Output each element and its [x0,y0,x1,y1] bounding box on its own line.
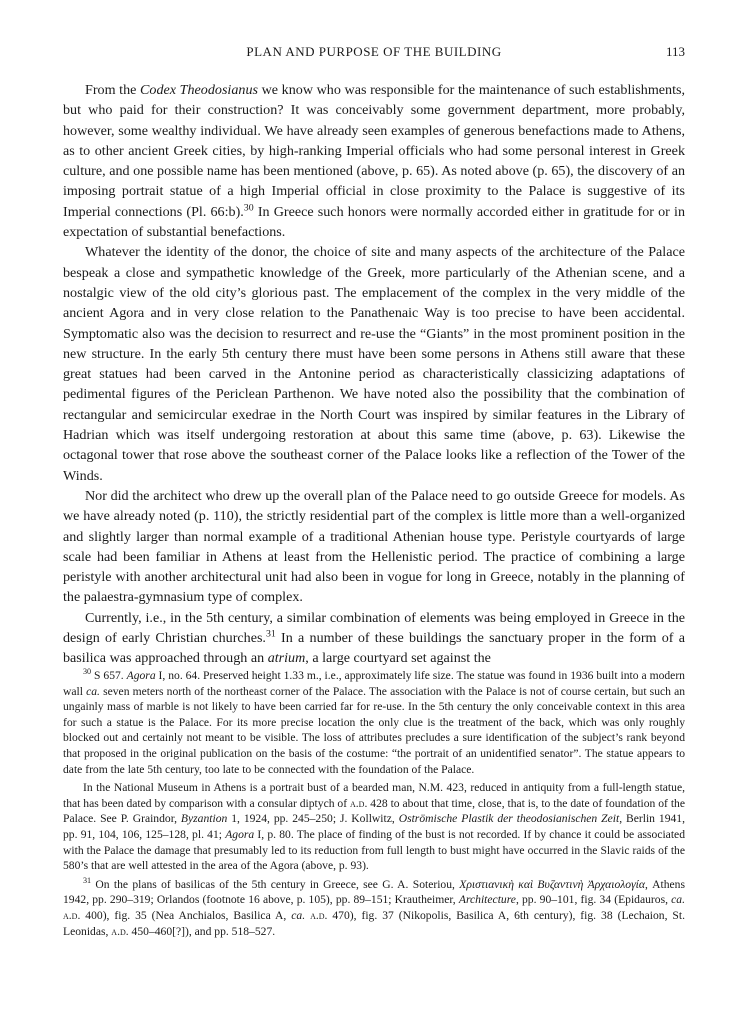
text-run: , pp. 90–101, fig. 34 (Epidauros, [515,893,672,907]
italic-title: Byzantion [180,812,228,826]
italic-title: Χριστιανικὴ καὶ Βυζαντινὴ Ἀρχαιολογία [459,877,645,891]
text-run: , a large courtyard set against the [305,650,491,667]
italic-title: Agora [225,827,255,841]
text-run: 428 to about that time, close, that is, to the date of foundation of the Palace. See P. Graindor, [63,796,685,826]
footnote-number: 30 [83,667,92,677]
italic-title: Codex Theodosianus [140,82,258,98]
page-header [63,44,685,62]
italic-title: Oströmische Plastik der theodosianischen Zeit [398,812,620,826]
text-run: seven meters north of the northeast corner of the Palace. The association with the Palace is not of course certain, but such an ungainly mass of marble is not likely to have been carried far for re-use. In the 5th century the only conceivable context in this area for such a statue is the Palace. For its more precise location the only clue is the treatment of the back, which was only roughly blocked out and certainly not meant to be visible. The loss of attributes precludes a sure identification of the subject’s rank beyond that proposed in the original publication on the basis of the costume: “the portrait of an unidentified senator”. The statue appears to date from the late 5th century, too late to be connected with the foundation of the Palace. [63,684,686,776]
text-run: S 657. [91,669,127,682]
running-title: PLAN AND PURPOSE OF THE BUILDING [246,44,502,59]
italic-title: Agora [126,669,156,682]
text-run: I, no. 64. Preserved height 1.33 m., i.e., approximately life size. The statue was found in 1936 built into a modern wall [63,669,685,698]
text-run: 1, 1924, pp. 245–250; J. Kollwitz, [227,812,399,826]
paragraph-2: Whatever the identity of the donor, the choice of site and many aspects of the architecture of the Palace bespeak a close and sympathetic knowledge of the Greek, more particularly of the Athenian scene, and a nostalgic view of the old city’s glorious past. The emplacement of the complex in the very middle of the ancient Agora and in very close relation to the Panathenaic Way is too precise to have been accidental. Symptomatic also was the decision to resurrect and re-use the “Giants” in the most prominent position in the new structure. In the early 5th century there must have been some persons in Athens still aware that these great statues had been carved in the Antonine period as characteristically classicizing adaptations of pedimental figures of the Periclean Parthenon. We have noted also the possibility that the combination of rectangular and semicircular exedrae in the North Court was inspired by similar features in the Library of Hadrian which was itself undergoing restoration at about this same time (above, p. 63). Likewise the octagonal tower that rose above the southeast corner of the Palace looks like a reflection of the Tower of the Winds. [63,244,685,484]
era-abbrev: a.d. [111,924,129,938]
text-run: In Greece such honors were normally accorded either in gratitude for or in expectation of substantial benefactions. [63,203,685,241]
text-run: In a number of these buildings the sanctuary proper in the form of a basilica was approached through an [63,630,685,667]
text-run: I, p. 80. The place of finding of the bust is not recorded. If by chance it could be associated with the Palace the damage that presumably led to its reduction from full length to bust might have occurred in the Slavic raids of the 580’s that are well attested in the area of the Agora (above, p. 93). [63,827,685,873]
text-run: , Athens 1942, pp. 290–319; Orlandos (footnote 16 above, p. 105), pp. 89–151; Krautheimer, [63,877,685,907]
italic-abbrev: ca. [86,684,100,698]
text-run: 470), fig. 37 (Nikopolis, Basilica A, 6th century), fig. 38 (Lechaion, St. Leonidas, [63,908,685,938]
italic-abbrev: ca. [291,908,306,922]
era-abbrev: a.d. [310,908,328,922]
text-run: 450–460[?]), and pp. 518–527. [128,924,276,938]
era-abbrev: a.d. [63,908,81,922]
text-run: 400), fig. 35 (Nea Anchialos, Basilica A, [80,908,292,922]
footnotes [63,668,685,939]
text-run: On the plans of basilicas of the 5th century in Greece, see G. A. Soteriou, [91,877,460,891]
text-run: From the [85,82,141,98]
paragraph-4 [63,608,685,669]
text-run: we know who was responsible for the maintenance of such establishments, but who paid for their construction? It was conceivably some government department, more probably, however, some wealthy individual. We have already seen examples of generous benefactions made to Athens, as to other ancient Greek cities, by high-ranking Imperial officials who had some personal interest in Greek culture, and one possible name has been mentioned (above, p. 65). As noted above (p. 65), the discovery of an imposing portrait statue of a high Imperial official in close proximity to the Palace is suggestive of its Imperial connections (Pl. 66:b). [63,82,686,220]
text-run: , Berlin 1941, pp. 91, 104, 106, 125–128, pl. 41; [63,812,685,841]
page-number: 113 [665,44,685,59]
italic-abbrev: ca. [671,893,685,907]
italic-term: atrium [267,650,306,667]
main-text [63,80,685,669]
footnote-31 [63,877,685,939]
paragraph-3: Nor did the architect who drew up the overall plan of the Palace need to go outside Greece for models. As we have already noted (p. 110), the strictly residential part of the complex is little more than a well-organized and slightly larger than normal example of a traditional Athenian house type. Peristyle courtyards of large scale had been familiar in Athens at least from the Hellenistic period. The practice of combining a large peristyle with another architectural unit had also been in vogue for long in Greece, notably in the planning of the palaestra-gymnasium type of complex. [63,487,685,606]
italic-title: Architecture [458,893,516,907]
text-run: In the National Museum in Athens is a portrait bust of a bearded man, N.M. 423, reduced in antiquity from a full-length statue, that has been dated by comparison with a consular diptych of [63,781,685,810]
footnote-ref-31: 31 [265,628,276,640]
footnote-30-continued [63,780,685,874]
footnote-number: 31 [83,875,92,885]
footnote-30 [63,668,685,777]
paragraph-1 [63,80,685,242]
text-run: Currently, i.e., in the 5th century, a similar combination of elements was being employed in Greece in the design of early Christian churches. [63,609,685,647]
footnote-ref-30: 30 [243,202,254,214]
era-abbrev: a.d. [350,796,368,810]
